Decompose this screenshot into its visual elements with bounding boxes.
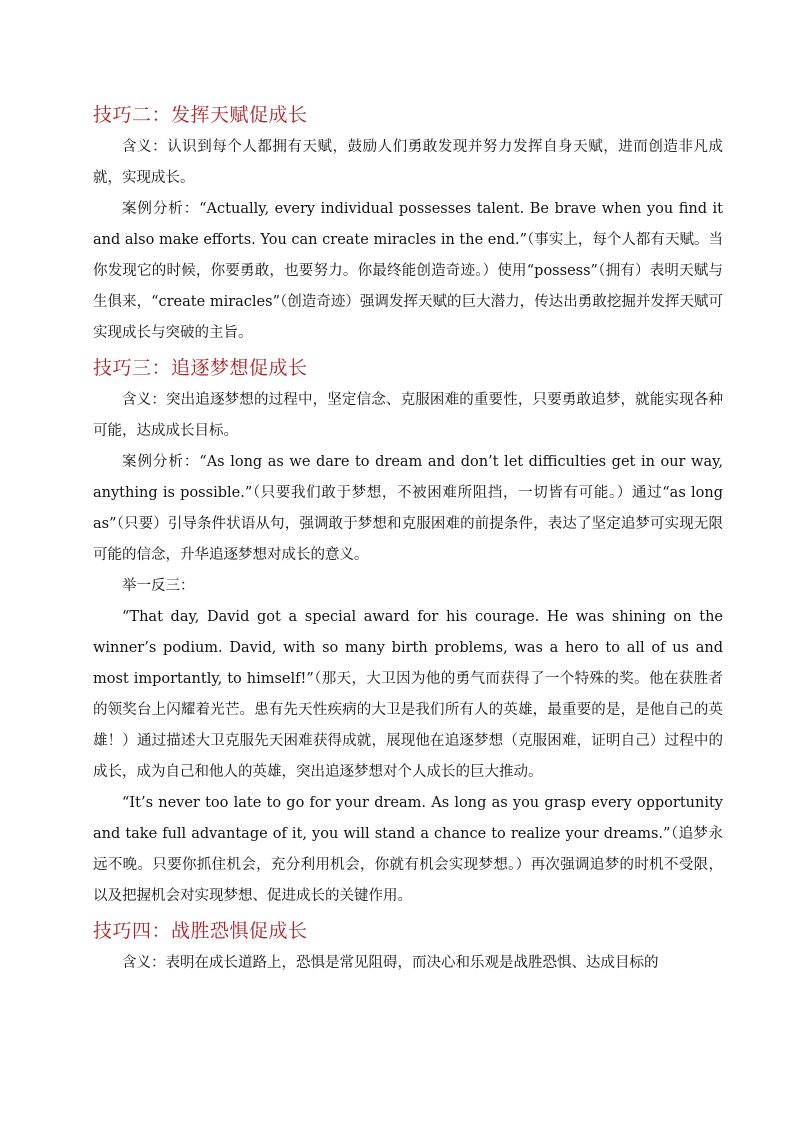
- paragraph-examples-label: 举一反三：: [122, 578, 195, 594]
- section-heading-skill-2: 技巧二：发挥天赋促成长: [93, 104, 308, 126]
- paragraph-case-analysis: 案例分析：“As long as we dare to dream and don’t let difficulties get in our way, anything is possible.”（只要我们敢于梦想，不被困难所阻挡，一切皆有可能。）通过“as long as”（只要）引导条件状语从句，强调敢于梦想和克服困难的前提条件，表达了坚定追梦可实现无限可能的信念，升华追逐梦想对成长的意义。: [93, 454, 723, 563]
- paragraph-meaning: 含义：认识到每个人都拥有天赋，鼓励人们勇敢发现并努力发挥自身天赋，进而创造非凡成就，实现成长。: [93, 139, 723, 186]
- section-heading-skill-3: 技巧三：追逐梦想促成长: [93, 357, 308, 379]
- paragraph-meaning: 含义：表明在成长道路上，恐惧是常见阻碍，而决心和乐观是战胜恐惧、达成目标的: [122, 955, 659, 971]
- paragraph-case-analysis: 案例分析：“Actually, every individual possesses talent. Be brave when you find it and also make efforts. You can create miracles in the end.”（事实上，每个人都有天赋。当你发现它的时候，你要勇敢，也要努力。你最终能创造奇迹。）使用“possess”（拥有）表明天赋与生俱来，“create miracles”（创造奇迹）强调发挥天赋的巨大潜力，传达出勇敢挖掘并发挥天赋可实现成长与突破的主旨。: [93, 201, 723, 341]
- section-heading-skill-4: 技巧四：战胜恐惧促成长: [93, 920, 308, 942]
- paragraph-meaning: 含义：突出追逐梦想的过程中，坚定信念、克服困难的重要性，只要勇敢追梦，就能实现各种可能，达成成长目标。: [93, 392, 723, 439]
- document-page: [93, 98, 723, 979]
- paragraph-example-dream: “It’s never too late to go for your dream. As long as you grasp every opportunity and take full advantage of it, you will stand a chance to realize your dreams.”（追梦永远不晚。只要你抓住机会，充分利用机会，你就有机会实现梦想。）再次强调追梦的时机不受限，以及把握机会对实现梦想、促进成长的关键作用。: [93, 795, 723, 904]
- paragraph-example-david: “That day, David got a special award for his courage. He was shining on the winner’s podium. David, with so many birth problems, was a hero to all of us and most importantly, to himself!”（那天，大卫因为他的勇气而获得了一个特殊的奖。他在获胜者的领奖台上闪耀着光芒。患有先天性疾病的大卫是我们所有人的英雄，最重要的是，是他自己的英雄！）通过描述大卫克服先天困难获得成就，展现他在追逐梦想（克服困难，证明自己）过程中的成长，成为自己和他人的英雄，突出追逐梦想对个人成长的巨大推动。: [93, 609, 723, 780]
